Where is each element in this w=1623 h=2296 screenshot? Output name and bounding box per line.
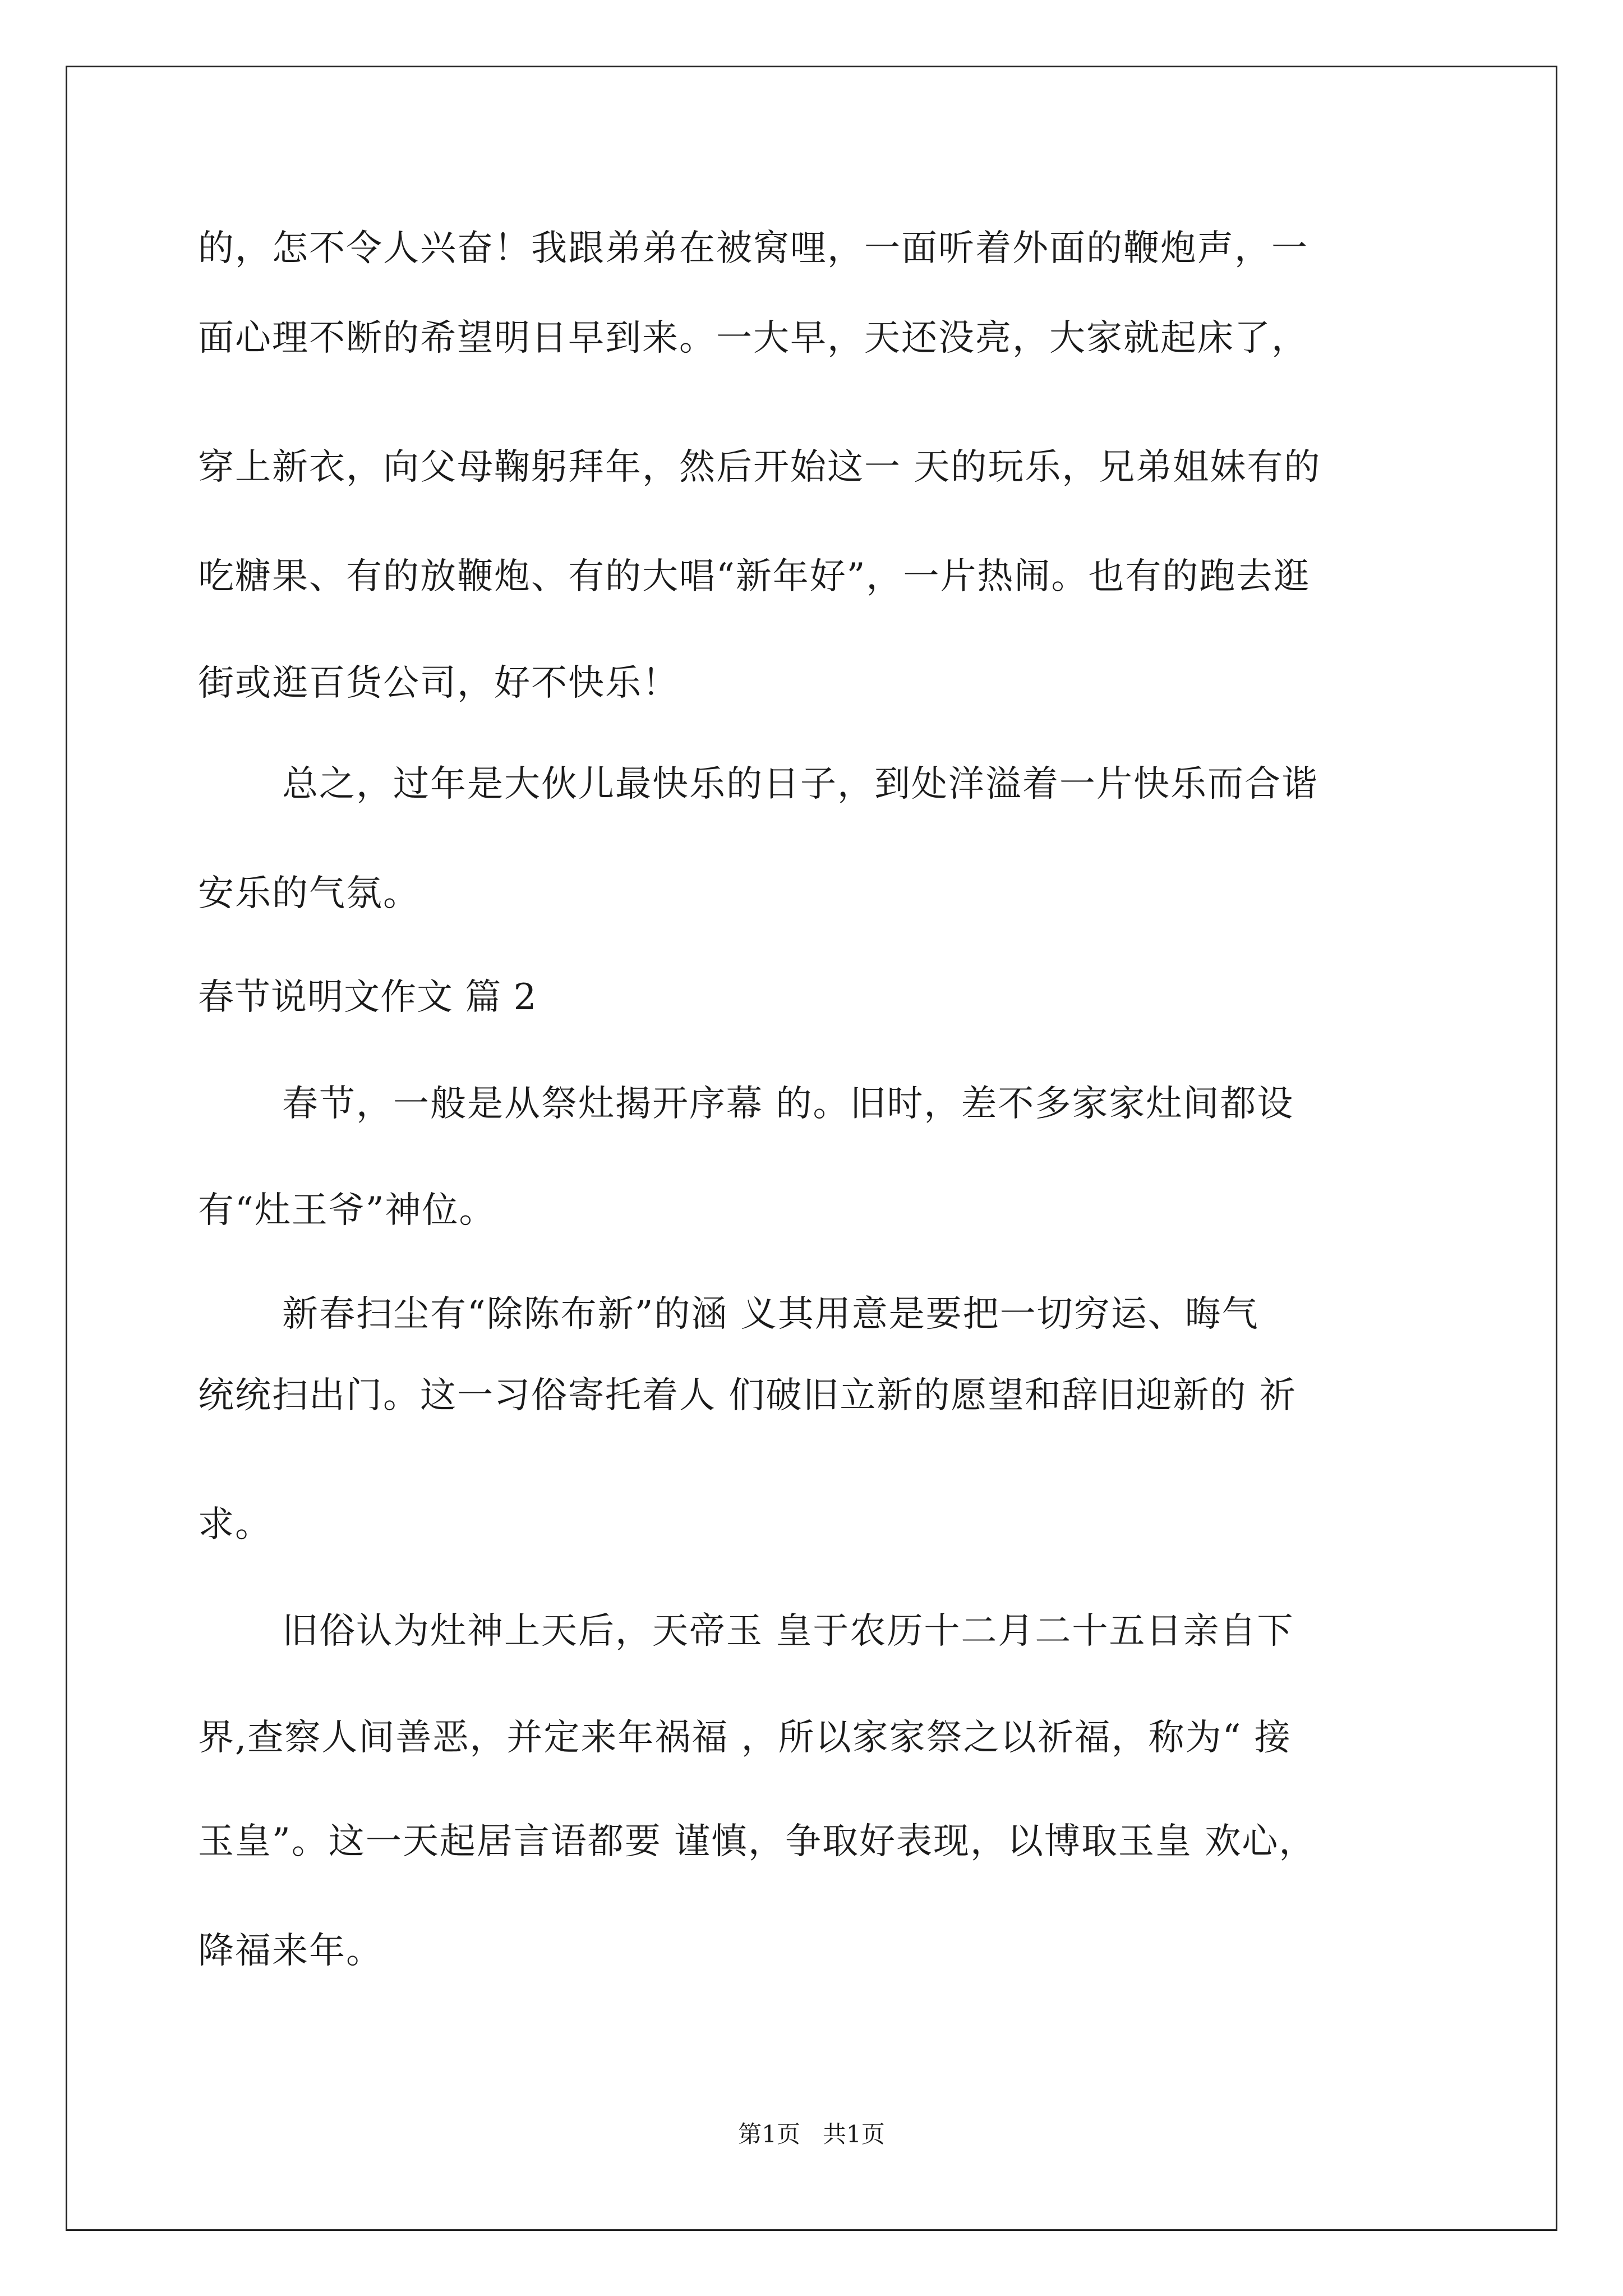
text-line: 界,查察人间善恶，并定来年祸福 ，所以家家祭之以祈福，称为“ 接 [198,1717,1292,1759]
text-line: 统统扫出门。这一习俗寄托着人 们破旧立新的愿望和辞旧迎新的 祈 [198,1375,1297,1416]
text-line: 面心理不断的希望明日早到来。一大早，天还没亮，大家就起床了， [198,318,1308,359]
page-number-footer: 第1页 共1页 [738,2120,885,2148]
text-line: 玉皇”。这一天起居言语都要 谨慎，争取好表现，以博取玉皇 欢心， [198,1821,1316,1862]
section-heading: 春节说明文作文 篇 2 [198,977,537,1018]
text-line: 春节，一般是从祭灶揭开序幕 的。旧时，差不多家家灶间都设 [282,1083,1294,1125]
text-line: 旧俗认为灶神上天后，天帝玉 皇于农历十二月二十五日亲自下 [282,1611,1294,1652]
text-line: 街或逛百货公司，好不快乐！ [198,662,679,704]
text-line: 穿上新衣，向父母鞠躬拜年，然后开始这一 天的玩乐，兄弟姐妹有的 [198,447,1321,488]
text-line: 安乐的气氛。 [198,873,420,914]
text-line: 新春扫尘有“除陈布新”的涵 义其用意是要把一切穷运、晦气 [282,1294,1259,1335]
text-line: 降福来年。 [198,1930,383,1972]
text-line: 吃糖果、有的放鞭炮、有的大唱“新年好”，一片热闹。也有的跑去逛 [198,556,1311,597]
text-line: 总之，过年是大伙儿最快乐的日子，到处洋溢着一片快乐而合谐 [282,763,1318,805]
text-line: 求。 [198,1504,272,1545]
text-line: 的，怎不令人兴奋！我跟弟弟在被窝哩，一面听着外面的鞭炮声，一 [198,228,1308,269]
text-line: 有“灶王爷”神位。 [198,1190,496,1231]
page-frame [66,66,1557,2231]
